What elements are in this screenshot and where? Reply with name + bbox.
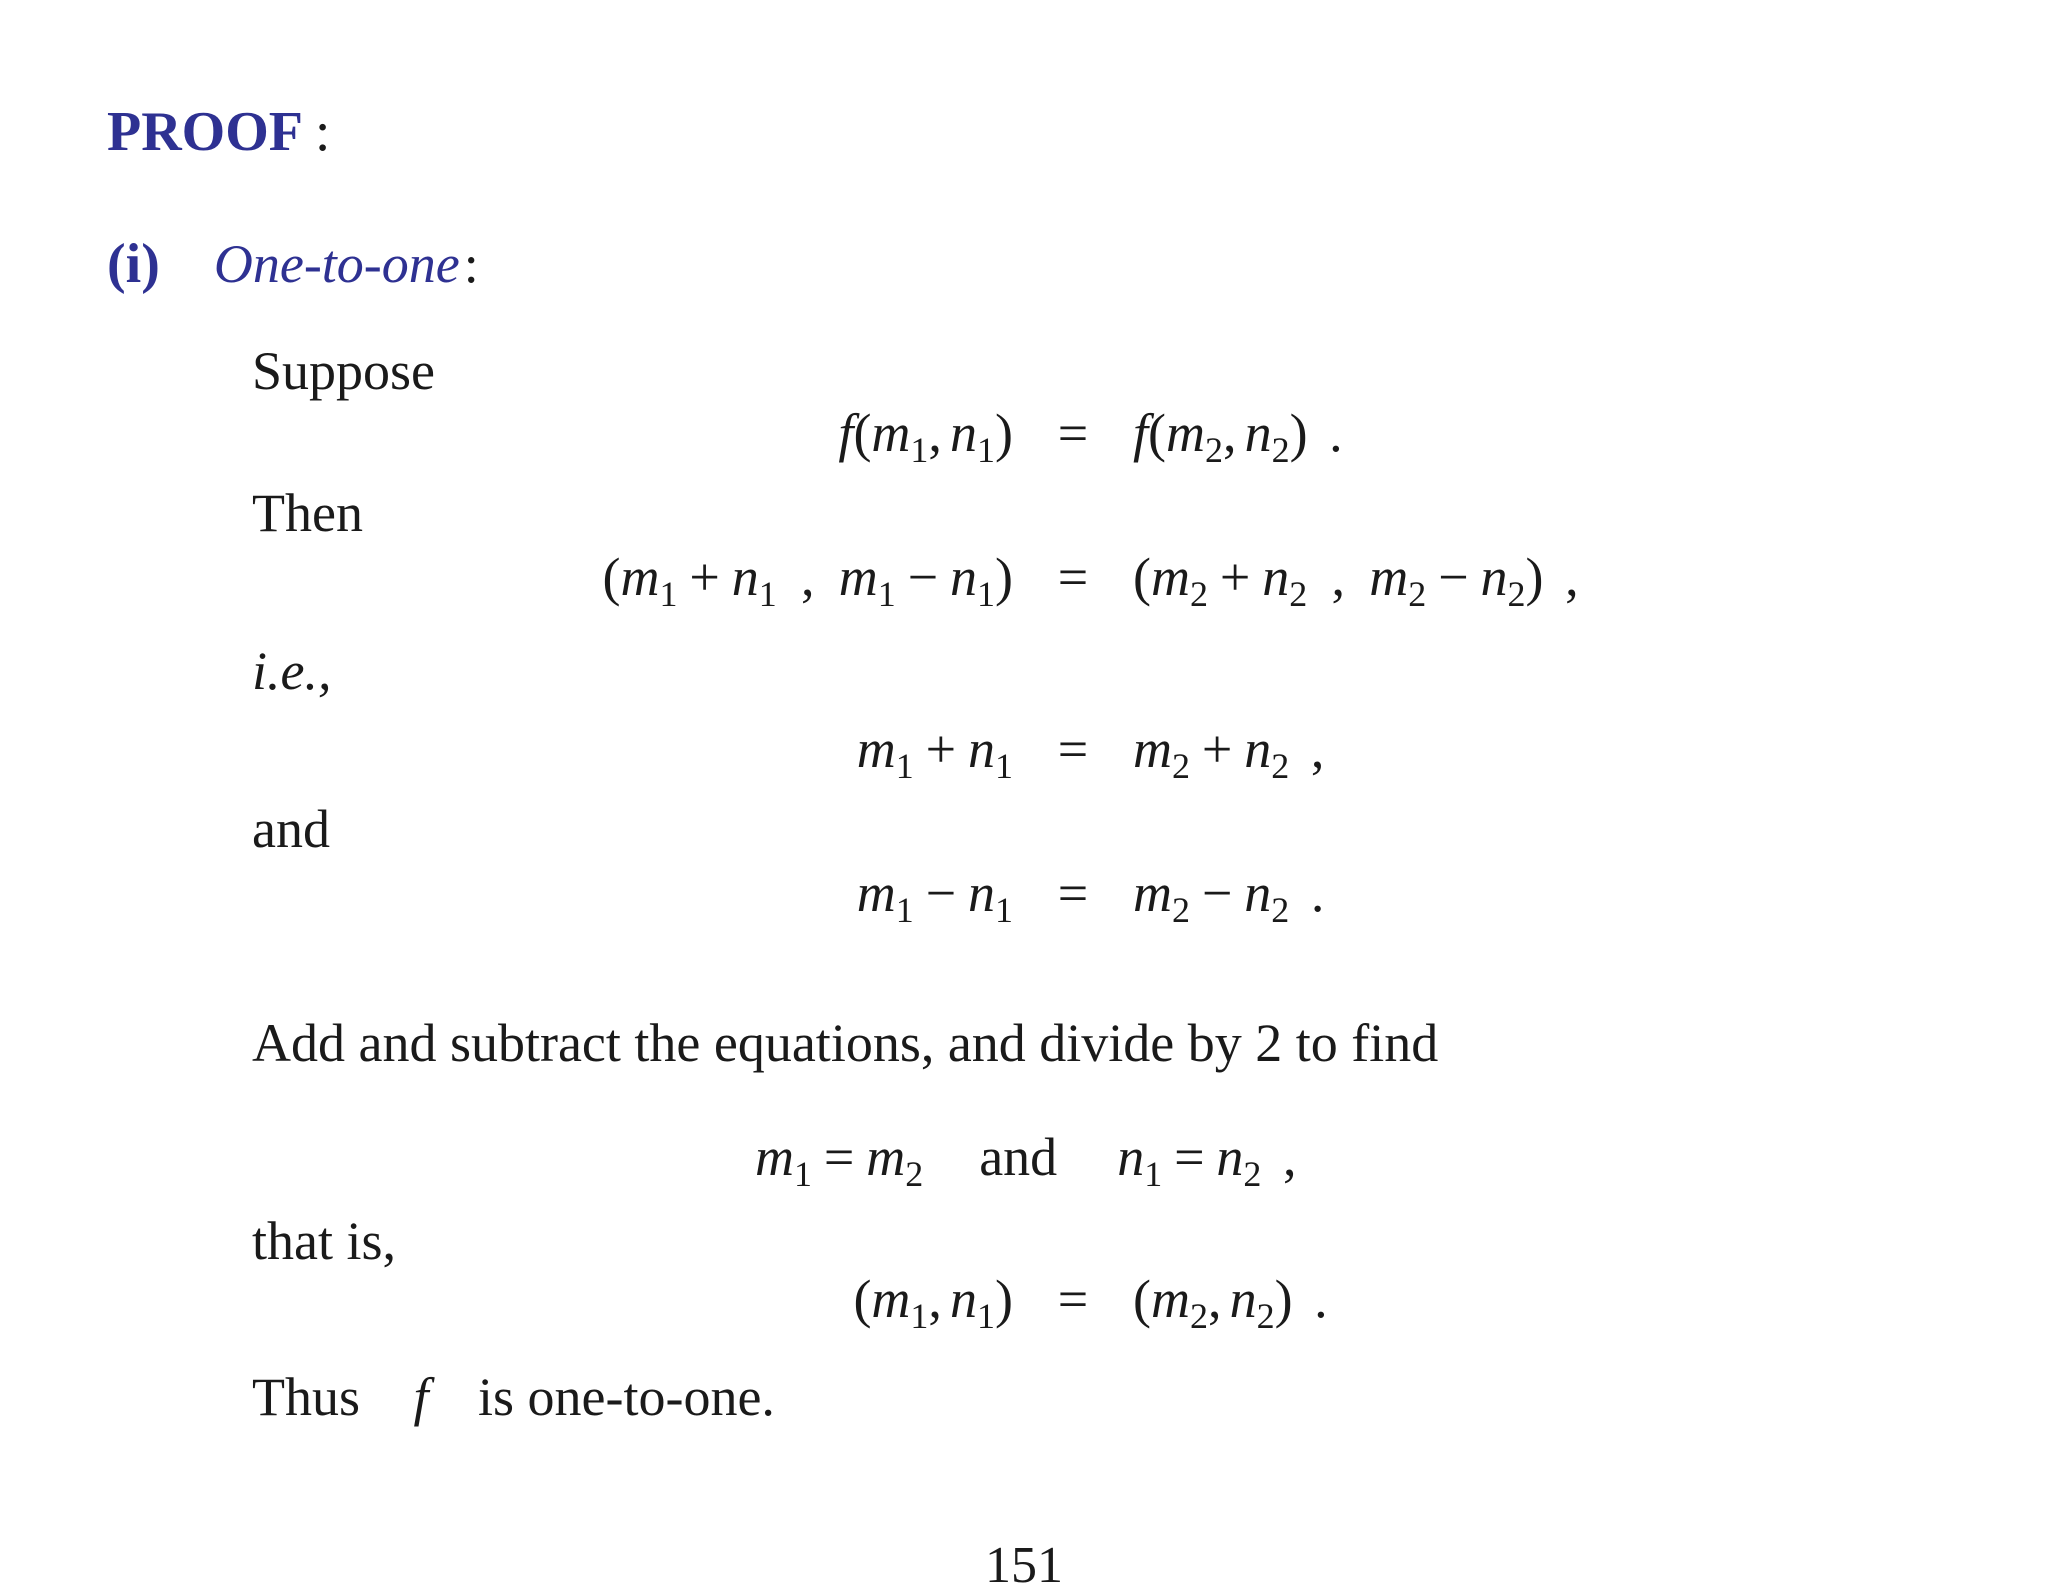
word-and: and <box>252 799 330 859</box>
word-ie: i.e., <box>252 641 332 701</box>
equation-1-rhs: $f(m_2$, $n_2$) . <box>1133 403 1343 470</box>
part-number: (i) <box>107 233 160 295</box>
equation-5: $m_1 = m_2$ and $n_1 = n_2$ , <box>755 1127 1297 1194</box>
equation-4-rhs: $m_2 - n_2$ . <box>1133 863 1325 930</box>
equation-2-eq: = <box>1057 547 1089 607</box>
equation-2-rhs: ($m_2 + n_2$ , $m_2 - n_2$) , <box>1133 547 1579 614</box>
equation-2-lhs: ($m_1 + n_1$ , $m_1 - n_1$) <box>602 547 1013 614</box>
sentence-add-subtract: Add and subtract the equations, and divide by 2 to find <box>252 1013 1439 1073</box>
word-then: Then <box>252 483 363 543</box>
word-suppose: Suppose <box>252 341 436 401</box>
equation-1-lhs: $f(m_1$, $n_1$) <box>838 403 1013 470</box>
word-thus: Thus <box>252 1367 360 1427</box>
proof-heading <box>107 100 330 164</box>
equation-6-eq: = <box>1057 1269 1089 1329</box>
equation-6-lhs: ($m_1$, $n_1$) <box>853 1269 1013 1336</box>
part-colon: : <box>463 234 479 294</box>
word-and-inline: and <box>979 1127 1058 1187</box>
page-number: 151 <box>985 1537 1063 1594</box>
equation-6-rhs: ($m_2$, $n_2$) . <box>1133 1269 1328 1336</box>
part-heading <box>107 232 479 296</box>
word-is-one-to-one: is one-to-one. <box>478 1367 775 1427</box>
symbol-f: f <box>413 1367 429 1427</box>
sentence-conclusion <box>252 1366 775 1428</box>
equation-4-eq: = <box>1057 863 1089 923</box>
equation-4-lhs: $m_1 - n_1$ <box>856 863 1013 930</box>
word-that-is: that is, <box>252 1211 396 1271</box>
proof-heading-colon: : <box>314 101 331 163</box>
proof-heading-label: PROOF <box>107 101 301 163</box>
part-title: One-to-one <box>213 234 460 294</box>
equation-3-rhs: $m_2 + n_2$ , <box>1133 719 1325 786</box>
equation-3-lhs: $m_1 + n_1$ <box>856 719 1013 786</box>
equation-1-eq: = <box>1057 403 1089 463</box>
equation-3-eq: = <box>1057 719 1089 779</box>
